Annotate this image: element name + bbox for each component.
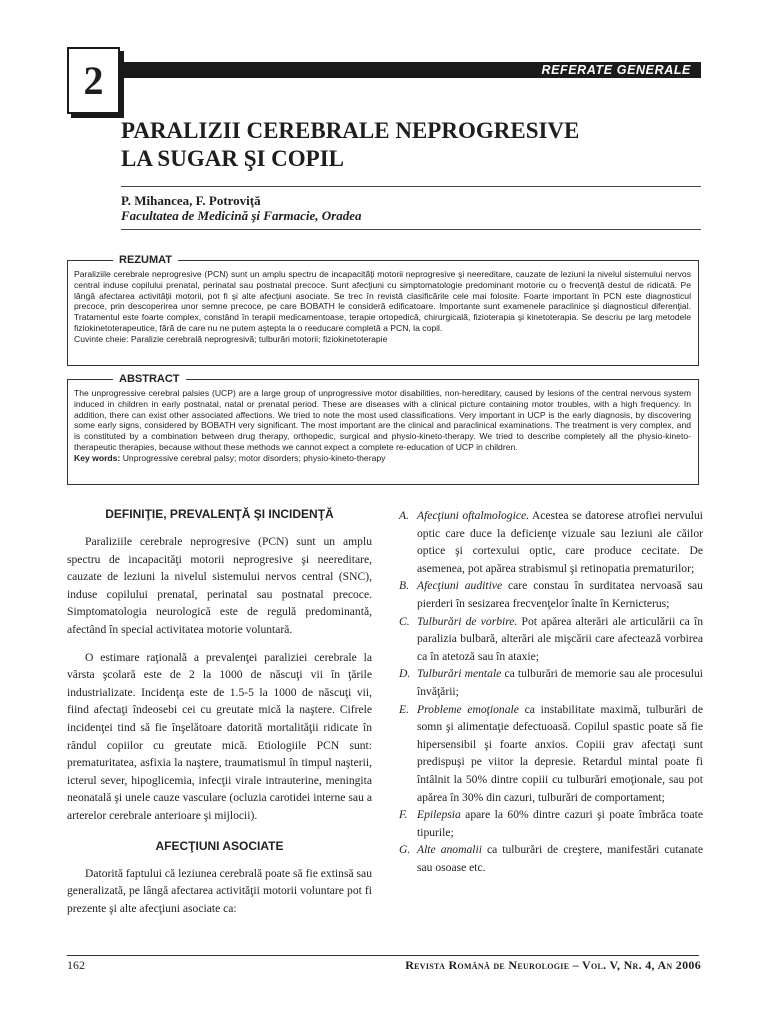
rezumat-keywords: Paralizie cerebrală neprogresivă; tulburări motorii; fiziokinetoterapie: [130, 333, 388, 344]
associated-list: [399, 507, 703, 876]
title-rule-bottom: [121, 229, 701, 230]
right-column: [399, 507, 703, 876]
left-column: [67, 507, 372, 917]
abstract-heading: ABSTRACT: [113, 372, 186, 386]
abstract-text: The unprogressive cerebral palsies (UCP) are a large group of unprogressive motor disabilities, non-hereditary, caused by lesions of the central nervous system induced in children in early postnatal, natal or prenatal period. These are diseases with a clinical picture containing motor troubles, with a high frequency. In addition, there can exist other associated affections. We tried to note the most used classifications. Very important in UCP is the early diagnosis, by discovering some early signs, considered by BOBATH very significant. The most important are the clinical and paraclinical examinations. The treatment is very complex, and is constituted by a combination between drug therapy, orthopedic, surgical and physio-kineto-therapy. We tried to describe completely all the physio-kineto-therapeutic therapies, because without these methods we cannot expect a complete re-education of UCP in children.: [74, 388, 691, 452]
abstract-keywords-line: [74, 453, 691, 464]
section-banner: [120, 62, 701, 78]
list-item: D. Tulburări mentale ca tulburări de memorie sau ale procesului învăţării;: [399, 667, 703, 698]
rezumat-keywords-line: [74, 334, 691, 345]
section-label: REFERATE GENERALE: [541, 63, 691, 77]
title-rule-top: [121, 186, 701, 187]
affiliation: Facultatea de Medicină şi Farmacie, Oradea: [121, 208, 362, 223]
title-line-2: LA SUGAR ŞI COPIL: [121, 146, 345, 171]
associated-heading: AFECŢIUNI ASOCIATE: [155, 838, 284, 853]
chapter-number-box: [67, 47, 120, 114]
article-title: [121, 117, 701, 173]
list-item: A. Afecţiuni oftalmologice. Acestea se datorese atrofiei nervului optic care duce la deficienţe vizuale sau leziuni ale căilor optice şi cortexului optic, care produce cecitate. De asemenea, pot apărea strabismul şi retinopatia prematurilor;: [399, 509, 703, 575]
list-item: B. Afecţiuni auditive care constau în surditatea nervoasă sau pierderi în sesizarea frecvenţelor înalte în Kernicterus;: [399, 579, 703, 610]
prevalence-paragraph: O estimare raţională a prevalenţei paraliziei cerebrale la vârsta şcolară este de 2 la 1000 de născuţi vii în ţările industrializate. Incidenţa este de 1.5-5 la 1000 de născuţi vii, fiind afectaţi îndeosebi cei cu greutate mică la naştere. Cifrele incidenţei tind să fie înşelătoare datorită mortalităţii ridicate în rândul copiilor cu greutate mică. Etiologiile PCN sunt: prematuritatea, asfixia la naştere, traumatismul în timpul naşterii, icterul sever, hipoglicemia, infecţii virale intrauterine, meningita neonatală şi unele cauze vasculare (ocluzia carotidei interne sau a arterelor cerebrale anterioare şi mijlocii).: [67, 650, 372, 822]
abstract-keywords: Unprogressive cerebral palsy; motor disorders; physio-kineto-therapy: [122, 452, 386, 463]
page-number: 162: [67, 958, 85, 972]
authors: P. Mihancea, F. Potroviţă: [121, 193, 261, 208]
rezumat-box: [67, 254, 699, 366]
rezumat-text: Paraliziile cerebrale neprogresive (PCN) sunt un amplu spectru de incapacităţi motorii neprogresive şi neereditare, cauzate de leziuni la nivelul sistemului nervos central induse copilului prenatal, perinatal sau postnatal precoce. Sunt afecţiuni cu simptomatologie predominant motorie cu o frecvenţă destul de ridicată. Pe lângă afectarea activităţii motorii, pot fi şi alte afecţiuni asociate. Se trec în revistă clasificările cele mai folosite. Foarte important în PCN este diagnosticul precoce, prin descoperirea unor semne precoce, pe care BOBATH le consideră edificatoare. Importante sunt examenele paraclinice şi diagnosticul diferenţial. Tratamentul este foarte complex, constând în terapii medicamentoase, terapie ortopedică, chirurgicală, fizioterapia şi kinetoterapia. Se descriu pe larg metodele fiziokinetoterapeutice, fără de care nu ne putem aştepta la o reeducare completă a PCN, la copil.: [74, 269, 691, 333]
rezumat-heading: REZUMAT: [113, 253, 178, 267]
definition-paragraph: Paraliziile cerebrale neprogresive (PCN) sunt un amplu spectru de incapacităţi motorii neprogresive şi neereditare, cauzate de leziuni la nivelul sistemului nervos central (SNC), induse copilului prenatal, perinatal sau postnatal precoce. Simptomatologia neurologică este de regulă predominantă, afectând în special activitatea motorie voluntară.: [67, 535, 372, 636]
definition-heading: DEFINIŢIE, PREVALENŢĂ ŞI INCIDENŢĂ: [105, 507, 334, 521]
title-line-1: PARALIZII CEREBRALE NEPROGRESIVE: [121, 118, 580, 143]
journal-name: Revista Română de Neurologie – Vol. V, Nr. 4, An 2006: [405, 958, 701, 972]
associated-paragraph: Datorită faptului că leziunea cerebrală poate să fie extinsă sau generalizată, pe lângă afectarea activităţii motorii voluntare pot fi prezente şi alte afecţiuni asociate ca:: [67, 866, 372, 915]
list-item: F. Epilepsia apare la 60% dintre cazuri şi poate îmbrăca toate tipurile;: [399, 808, 703, 839]
abstract-keywords-label: Key words:: [74, 452, 121, 463]
chapter-number: 2: [83, 58, 104, 103]
list-item: C. Tulburări de vorbire. Pot apărea alterări ale articulării ca în paralizia bulbară, alterări ale mişcării care afectează vorbirea ca în atetoză sau în ataxie;: [399, 614, 703, 663]
list-item: E. Probleme emoţionale ca instabilitate maximă, tulburări de somn şi alimentaţie defectuoasă. Copilul spastic poate să fie hipersensibil şi foarte anxios. Copiii grav afectaţi sunt predispuşi pe viitor la depresie. Retardul mintal poate fi întâlnit la 50% dintre copiii cu tulburări emoţionale, sau pot apărea în 30% din cazuri, tulburări de comportament;: [399, 702, 704, 804]
footer-rule: [67, 955, 699, 956]
abstract-box: [67, 373, 699, 485]
rezumat-keywords-label: Cuvinte cheie:: [74, 333, 129, 344]
list-item: G. Alte anomalii ca tulburări de creştere, manifestări cutanate sau osoase etc.: [399, 843, 703, 874]
